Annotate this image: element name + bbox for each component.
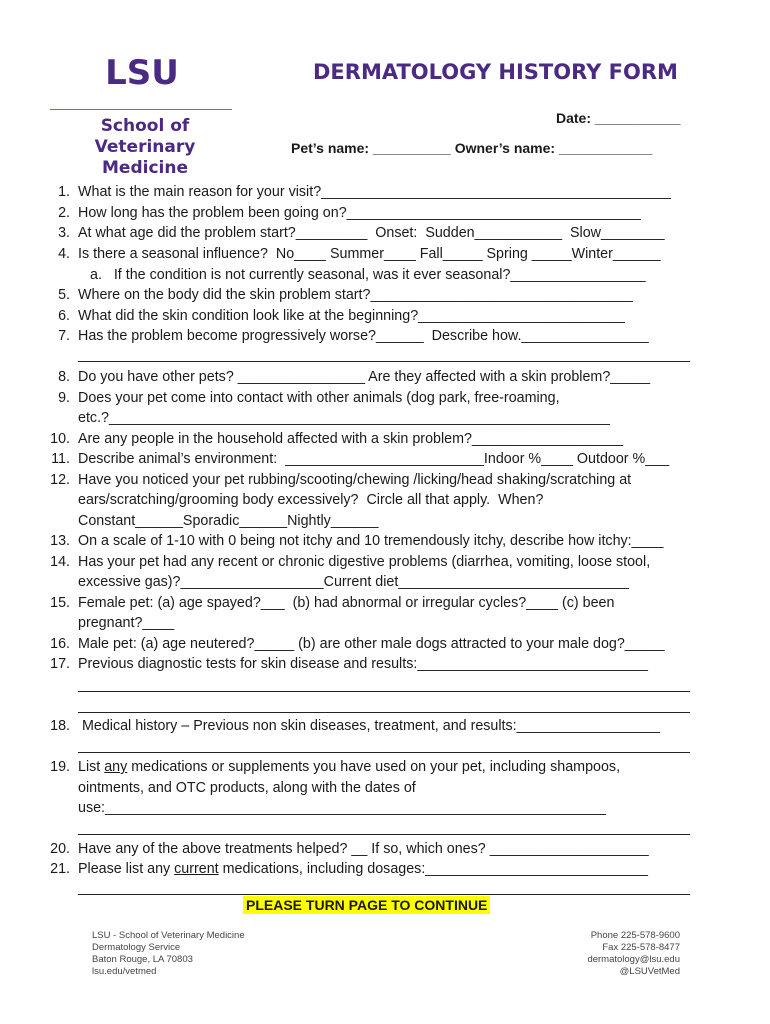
- question-text-part: Please list any: [78, 861, 175, 877]
- answer-line[interactable]: [78, 691, 690, 692]
- question-number: 7.: [58, 328, 70, 344]
- question-text[interactable]: use:_______________________________________________________________: [78, 800, 606, 816]
- question-text[interactable]: Male pet: (a) age neutered?_____ (b) are other male dogs attracted to your male dog?_____: [78, 636, 665, 652]
- question-number: 21.: [50, 861, 70, 877]
- question-number: 17.: [50, 656, 70, 672]
- question-text[interactable]: What did the skin condition look like at the beginning?__________________________: [78, 308, 625, 324]
- question-text[interactable]: On a scale of 1-10 with 0 being not itchy and 10 tremendously itchy, describe how itchy:____: [78, 533, 664, 549]
- pet-owner-names-field[interactable]: Pet’s name: __________ Owner’s name: ____________: [291, 140, 653, 156]
- logo-divider: [50, 109, 232, 110]
- question-text[interactable]: Where on the body did the skin problem start?_________________________________: [78, 287, 633, 303]
- question-text[interactable]: pregnant?____: [78, 615, 175, 631]
- question-number: 18.: [50, 718, 70, 734]
- school-line-1: School of: [100, 116, 190, 136]
- lsu-logo: [50, 56, 240, 179]
- footer-phone: Phone 225-578-9600: [590, 930, 680, 941]
- question-text[interactable]: [78, 861, 648, 878]
- answer-line[interactable]: [78, 894, 690, 895]
- question-number: 6.: [58, 308, 70, 324]
- question-number: 4.: [58, 246, 70, 262]
- question-text[interactable]: Has your pet had any recent or chronic digestive problems (diarrhea, vomiting, loose stool,: [78, 554, 651, 570]
- question-number: 20.: [50, 841, 70, 857]
- question-number: 19.: [50, 759, 70, 775]
- question-number: 10.: [50, 431, 70, 447]
- footer-line: Dermatology Service: [92, 942, 181, 953]
- question-text-part: medications or supplements you have used on your pet, including shampoos,: [127, 759, 621, 775]
- footer-link[interactable]: lsu.edu/vetmed: [92, 966, 157, 977]
- question-text[interactable]: Female pet: (a) age spayed?___ (b) had abnormal or irregular cycles?____ (c) been: [78, 595, 615, 611]
- question-number: 11.: [51, 451, 70, 467]
- school-line-2: Veterinary Medicine: [94, 137, 196, 178]
- answer-line[interactable]: [78, 834, 690, 835]
- question-number: 1.: [58, 184, 70, 200]
- question-text[interactable]: Constant______Sporadic______Nightly______: [78, 513, 379, 529]
- footer-address: [92, 930, 245, 978]
- emphasis-text: any: [104, 759, 128, 775]
- footer-line: LSU - School of Veterinary Medicine: [92, 930, 245, 941]
- question-number: 3.: [58, 225, 70, 241]
- form-title: DERMATOLOGY HISTORY FORM: [313, 60, 678, 84]
- question-text[interactable]: a. If the condition is not currently seasonal, was it ever seasonal?_________________: [90, 267, 646, 283]
- emphasis-text: current: [174, 861, 219, 877]
- question-number: 13.: [50, 533, 70, 549]
- question-text[interactable]: ears/scratching/grooming body excessively? Circle all that apply. When?: [78, 492, 544, 508]
- question-text[interactable]: At what age did the problem start?_________ Onset: Sudden___________ Slow________: [78, 225, 665, 241]
- school-name: [50, 116, 240, 179]
- question-text[interactable]: Describe animal’s environment: _________________________Indoor %____ Outdoor %___: [78, 451, 670, 467]
- footer-social[interactable]: @LSUVetMed: [619, 966, 680, 977]
- question-text[interactable]: Is there a seasonal influence? No____ Summer____ Fall_____ Spring _____Winter______: [78, 246, 661, 262]
- footer-email[interactable]: dermatology@lsu.edu: [587, 954, 680, 965]
- question-text[interactable]: Have you noticed your pet rubbing/scooting/chewing /licking/head shaking/scratching at: [78, 472, 632, 488]
- question-text[interactable]: What is the main reason for your visit?____________________________________________: [78, 184, 671, 200]
- question-text[interactable]: Does your pet come into contact with other animals (dog park, free-roaming,: [78, 390, 560, 406]
- question-text[interactable]: Are any people in the household affected with a skin problem?___________________: [78, 431, 624, 447]
- question-text[interactable]: Have any of the above treatments helped? __ If so, which ones? ____________________: [78, 841, 649, 857]
- question-text[interactable]: Previous diagnostic tests for skin disease and results:_____________________________: [78, 656, 648, 672]
- footer-fax: Fax 225-578-8477: [602, 942, 680, 953]
- question-text[interactable]: Do you have other pets? ________________ Are they affected with a skin problem?_____: [78, 369, 651, 385]
- question-number: 14.: [50, 554, 70, 570]
- question-number: 16.: [50, 636, 70, 652]
- question-text[interactable]: etc.?_______________________________________________________________: [78, 410, 610, 426]
- question-number: 15.: [50, 595, 70, 611]
- question-text[interactable]: excessive gas)?__________________Current diet_____________________________: [78, 574, 629, 590]
- question-number: 8.: [58, 369, 70, 385]
- question-text[interactable]: How long has the problem been going on?_____________________________________: [78, 205, 641, 221]
- question-text-part: medications, including dosages:____________________________: [218, 861, 648, 877]
- question-text[interactable]: [78, 759, 620, 776]
- answer-line[interactable]: [78, 712, 690, 713]
- question-number: 9.: [58, 390, 70, 406]
- question-text[interactable]: Has the problem become progressively worse?______ Describe how.________________: [78, 328, 649, 344]
- question-text[interactable]: Medical history – Previous non skin diseases, treatment, and results:__________________: [78, 718, 660, 734]
- question-text-part: List: [78, 759, 105, 775]
- answer-line[interactable]: [78, 752, 690, 753]
- footer-line: Baton Rouge, LA 70803: [92, 954, 193, 965]
- answer-line[interactable]: [78, 361, 690, 362]
- question-text[interactable]: ointments, and OTC products, along with the dates of: [78, 780, 416, 796]
- footer-contact: [587, 930, 680, 978]
- lsu-wordmark: [92, 56, 192, 86]
- turn-page-notice: PLEASE TURN PAGE TO CONTINUE: [243, 896, 490, 914]
- question-number: 12.: [50, 472, 70, 488]
- question-number: 5.: [58, 287, 70, 303]
- question-number: 2.: [58, 205, 70, 221]
- svg-text:LSU: LSU: [105, 56, 179, 86]
- date-field[interactable]: Date: ___________: [556, 110, 681, 126]
